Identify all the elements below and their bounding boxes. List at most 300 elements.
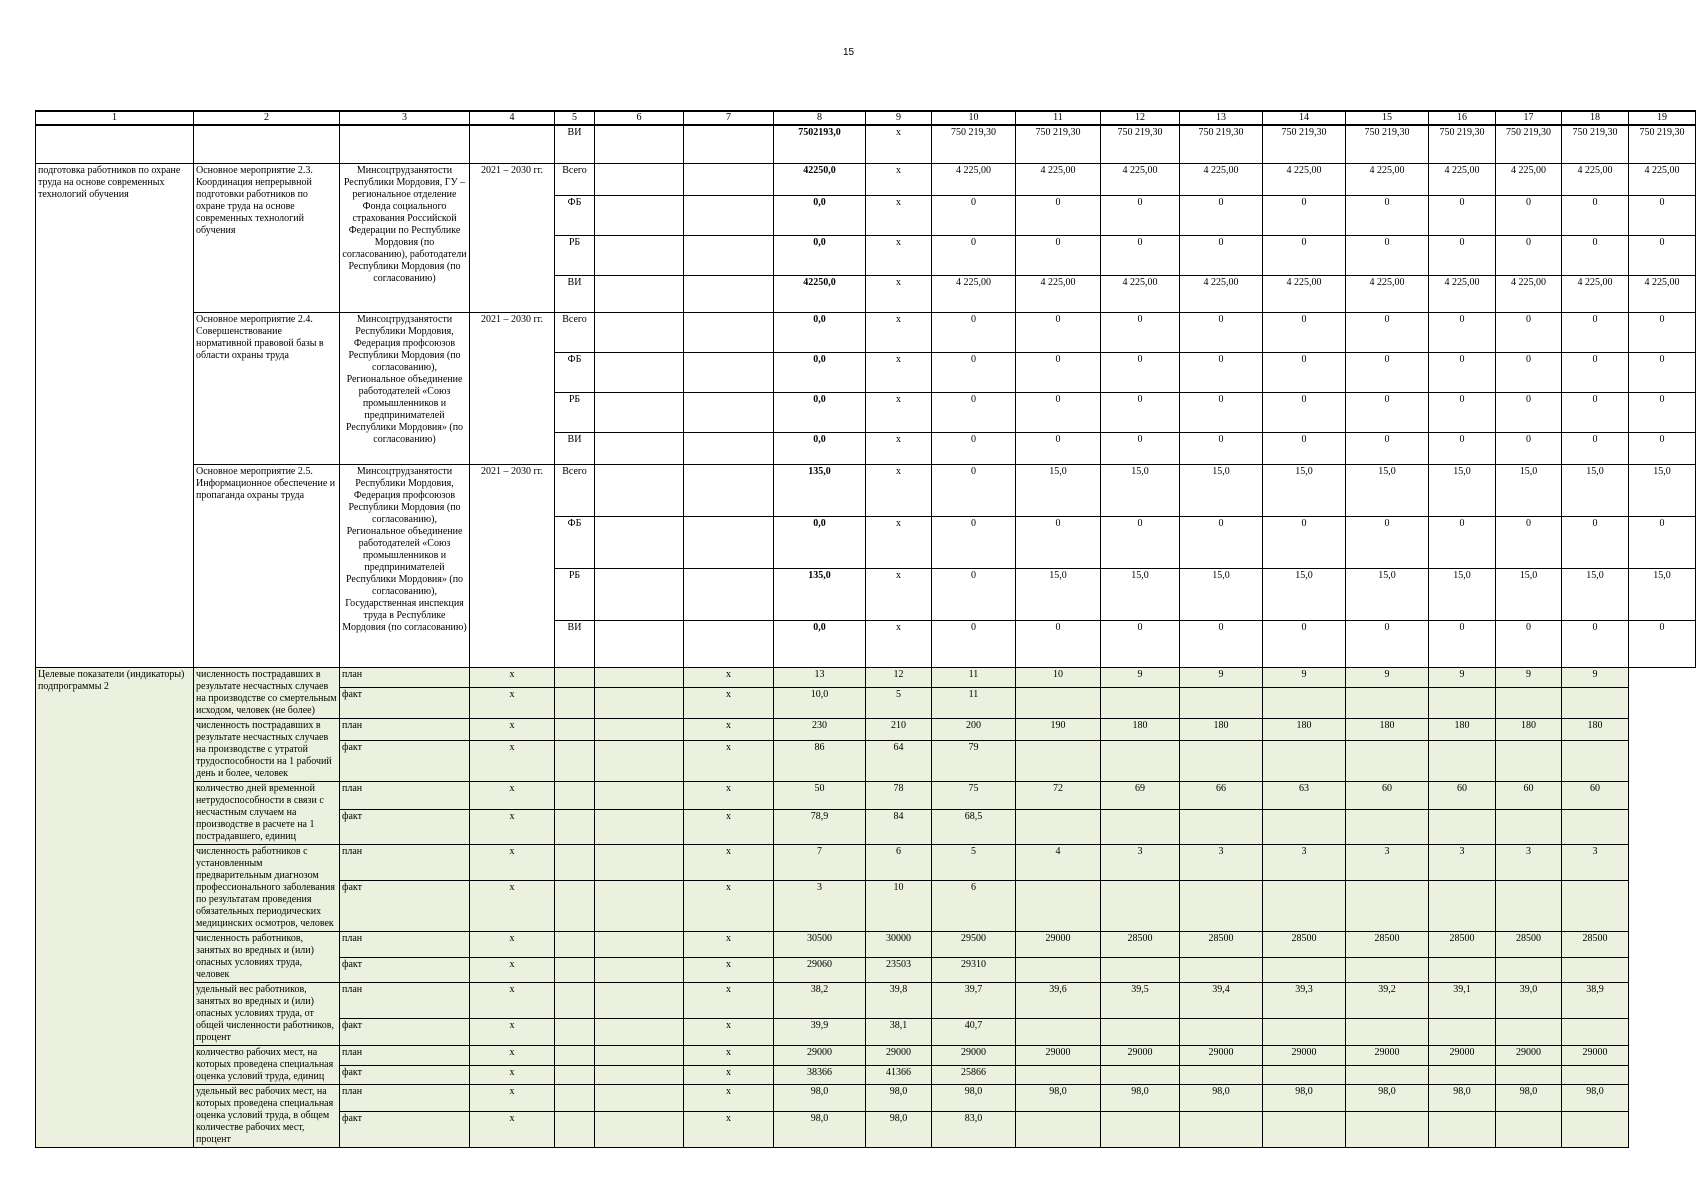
indicator-value: 84 — [866, 810, 932, 844]
funding-type: РБ — [555, 568, 595, 620]
year-value: 15,0 — [1180, 464, 1263, 516]
year-value: 0 — [1629, 516, 1696, 568]
year-value: 0 — [1263, 195, 1346, 235]
year-value: 0 — [1346, 392, 1429, 432]
column-number: 19 — [1629, 111, 1696, 125]
x-mark: х — [866, 464, 932, 516]
funding-total: 135,0 — [774, 568, 866, 620]
year-value: 0 — [1263, 392, 1346, 432]
indicator-value: 39,7 — [932, 982, 1016, 1018]
indicator-value: 9 — [1496, 667, 1562, 687]
year-value: 15,0 — [1562, 568, 1629, 620]
year-value: 0 — [932, 235, 1016, 275]
indicator-value — [1016, 1111, 1101, 1147]
indicator-value — [1562, 1066, 1629, 1084]
indicator-value: 50 — [774, 781, 866, 810]
indicator-value: 39,2 — [1346, 982, 1429, 1018]
year-value: 15,0 — [1016, 464, 1101, 516]
indicator-kind: факт — [340, 958, 470, 982]
empty-cell — [595, 1018, 684, 1045]
year-value: 0 — [1101, 352, 1180, 392]
year-value: 0 — [1496, 516, 1562, 568]
x-mark: х — [866, 620, 932, 667]
year-value: 4 225,00 — [932, 163, 1016, 195]
empty-cell — [340, 125, 470, 163]
indicator-value — [1562, 810, 1629, 844]
indicator-value: 28500 — [1101, 931, 1180, 958]
x-mark: х — [684, 982, 774, 1018]
indicator-value: 78 — [866, 781, 932, 810]
funding-type: РБ — [555, 235, 595, 275]
year-value: 0 — [1496, 432, 1562, 464]
indicator-kind: план — [340, 1045, 470, 1066]
indicator-value: 200 — [932, 718, 1016, 741]
indicator-row — [36, 718, 1696, 741]
year-value: 0 — [1496, 392, 1562, 432]
indicator-value: 4 — [1016, 844, 1101, 880]
column-number: 14 — [1263, 111, 1346, 125]
empty-cell — [555, 810, 595, 844]
year-value: 0 — [1629, 235, 1696, 275]
empty-cell — [555, 781, 595, 810]
indicator-value: 180 — [1180, 718, 1263, 741]
indicator-value — [1562, 1018, 1629, 1045]
indicator-value: 180 — [1101, 718, 1180, 741]
year-value: 0 — [1263, 235, 1346, 275]
funding-type: ВИ — [555, 275, 595, 312]
indicator-value — [1562, 741, 1629, 782]
year-value: 0 — [1496, 195, 1562, 235]
indicator-value: 28500 — [1346, 931, 1429, 958]
indicator-value: 39,1 — [1429, 982, 1496, 1018]
year-value: 0 — [1562, 432, 1629, 464]
column-number: 7 — [684, 111, 774, 125]
indicator-value: 3 — [1346, 844, 1429, 880]
indicator-value — [1101, 958, 1180, 982]
empty-cell — [555, 844, 595, 880]
x-mark: х — [684, 1084, 774, 1111]
indicator-row — [36, 844, 1696, 880]
year-value: 750 219,30 — [1016, 125, 1101, 163]
year-value: 0 — [1429, 392, 1496, 432]
indicator-row — [36, 982, 1696, 1018]
x-mark: х — [866, 516, 932, 568]
indicator-value — [1263, 958, 1346, 982]
year-value: 0 — [1263, 352, 1346, 392]
empty-cell — [595, 1084, 684, 1111]
empty-cell — [595, 568, 684, 620]
year-value: 0 — [1429, 352, 1496, 392]
indicator-value: 180 — [1562, 718, 1629, 741]
year-value: 0 — [1180, 392, 1263, 432]
empty-cell — [595, 958, 684, 982]
indicator-value: 41366 — [866, 1066, 932, 1084]
indicator-value: 12 — [866, 667, 932, 687]
x-mark: х — [684, 880, 774, 931]
x-mark: х — [866, 275, 932, 312]
indicator-value: 83,0 — [932, 1111, 1016, 1147]
indicator-value: 78,9 — [774, 810, 866, 844]
indicator-value: 29000 — [1562, 1045, 1629, 1066]
year-value: 4 225,00 — [1496, 163, 1562, 195]
year-value: 750 219,30 — [1496, 125, 1562, 163]
indicator-value — [1016, 741, 1101, 782]
year-value: 0 — [1101, 195, 1180, 235]
empty-cell — [684, 432, 774, 464]
indicator-value: 30500 — [774, 931, 866, 958]
indicator-value — [1429, 958, 1496, 982]
year-value: 15,0 — [1496, 464, 1562, 516]
indicator-value: 39,8 — [866, 982, 932, 1018]
indicator-value — [1346, 1018, 1429, 1045]
x-mark: х — [866, 352, 932, 392]
year-value: 0 — [1180, 312, 1263, 352]
indicator-value — [1016, 1066, 1101, 1084]
indicator-value — [1263, 1066, 1346, 1084]
indicator-value — [1496, 1066, 1562, 1084]
indicator-value — [1016, 1018, 1101, 1045]
indicator-kind: факт — [340, 741, 470, 782]
indicator-value: 9 — [1562, 667, 1629, 687]
year-value: 0 — [1429, 620, 1496, 667]
empty-cell — [684, 312, 774, 352]
column-number: 2 — [194, 111, 340, 125]
year-value: 15,0 — [1101, 568, 1180, 620]
indicator-value: 3 — [1101, 844, 1180, 880]
indicator-value: 39,9 — [774, 1018, 866, 1045]
funding-total: 42250,0 — [774, 163, 866, 195]
indicator-value — [1346, 958, 1429, 982]
indicator-value — [1180, 687, 1263, 718]
empty-cell — [595, 275, 684, 312]
empty-cell — [595, 718, 684, 741]
indicator-value — [1180, 810, 1263, 844]
year-value: 4 225,00 — [1180, 275, 1263, 312]
x-mark: х — [470, 1084, 555, 1111]
indicator-value — [1496, 1018, 1562, 1045]
x-mark: х — [470, 982, 555, 1018]
year-value: 15,0 — [1346, 568, 1429, 620]
indicator-value: 3 — [1263, 844, 1346, 880]
indicator-value — [1101, 687, 1180, 718]
indicator-value: 98,0 — [1562, 1084, 1629, 1111]
indicator-value — [1180, 1018, 1263, 1045]
empty-cell — [595, 931, 684, 958]
year-value: 15,0 — [1263, 464, 1346, 516]
year-value: 0 — [1101, 620, 1180, 667]
indicator-value: 29000 — [1346, 1045, 1429, 1066]
year-value: 15,0 — [1629, 464, 1696, 516]
indicator-value: 180 — [1496, 718, 1562, 741]
indicator-value: 9 — [1346, 667, 1429, 687]
task-label: подготовка работников по охране труда на основе современных технологий обучения — [36, 163, 194, 667]
year-value: 0 — [932, 432, 1016, 464]
empty-cell — [555, 1066, 595, 1084]
year-value: 4 225,00 — [1263, 275, 1346, 312]
indicator-value: 230 — [774, 718, 866, 741]
x-mark: х — [470, 931, 555, 958]
year-value: 0 — [1016, 620, 1101, 667]
indicator-value — [1429, 687, 1496, 718]
indicator-value — [1429, 1018, 1496, 1045]
empty-cell — [555, 687, 595, 718]
empty-cell — [555, 880, 595, 931]
indicator-value: 98,0 — [774, 1084, 866, 1111]
indicator-value: 39,6 — [1016, 982, 1101, 1018]
empty-cell — [595, 392, 684, 432]
indicator-value — [1101, 1018, 1180, 1045]
indicator-value — [1346, 741, 1429, 782]
year-value: 4 225,00 — [932, 275, 1016, 312]
year-value: 0 — [1016, 235, 1101, 275]
indicator-row — [36, 931, 1696, 958]
indicator-value: 3 — [1429, 844, 1496, 880]
year-value: 0 — [1101, 235, 1180, 275]
empty-cell — [595, 464, 684, 516]
indicator-value — [1263, 1018, 1346, 1045]
year-value: 4 225,00 — [1346, 275, 1429, 312]
indicator-value — [1101, 1111, 1180, 1147]
indicator-value: 29000 — [932, 1045, 1016, 1066]
year-value: 0 — [1429, 516, 1496, 568]
empty-cell — [555, 958, 595, 982]
empty-cell — [595, 432, 684, 464]
indicator-value — [1346, 880, 1429, 931]
x-mark: х — [866, 163, 932, 195]
x-mark: х — [470, 1066, 555, 1084]
indicator-value — [1496, 810, 1562, 844]
indicator-value: 3 — [1496, 844, 1562, 880]
year-value: 0 — [1016, 392, 1101, 432]
empty-cell — [595, 125, 684, 163]
funding-type: Всего — [555, 464, 595, 516]
year-value: 4 225,00 — [1429, 163, 1496, 195]
year-value: 0 — [1016, 432, 1101, 464]
year-value: 750 219,30 — [1263, 125, 1346, 163]
year-value: 4 225,00 — [1562, 163, 1629, 195]
empty-cell — [555, 931, 595, 958]
indicator-value: 38,1 — [866, 1018, 932, 1045]
empty-cell — [595, 781, 684, 810]
indicator-value: 3 — [1562, 844, 1629, 880]
indicator-value — [1016, 810, 1101, 844]
indicator-value: 39,3 — [1263, 982, 1346, 1018]
indicator-kind: план — [340, 931, 470, 958]
indicator-value: 98,0 — [1101, 1084, 1180, 1111]
year-value: 0 — [1016, 516, 1101, 568]
column-number: 4 — [470, 111, 555, 125]
indicator-value: 5 — [866, 687, 932, 718]
empty-cell — [595, 163, 684, 195]
x-mark: х — [684, 1045, 774, 1066]
indicator-value: 9 — [1263, 667, 1346, 687]
x-mark: х — [684, 844, 774, 880]
indicator-value: 29500 — [932, 931, 1016, 958]
column-number: 6 — [595, 111, 684, 125]
year-value: 750 219,30 — [1180, 125, 1263, 163]
funding-type: ФБ — [555, 352, 595, 392]
indicator-value — [1263, 741, 1346, 782]
indicator-value — [1180, 1111, 1263, 1147]
year-value: 0 — [1562, 235, 1629, 275]
empty-cell — [684, 163, 774, 195]
empty-cell — [684, 464, 774, 516]
indicator-value: 38,9 — [1562, 982, 1629, 1018]
empty-cell — [684, 516, 774, 568]
year-value: 0 — [1346, 235, 1429, 275]
x-mark: х — [470, 1045, 555, 1066]
x-mark: х — [866, 312, 932, 352]
indicator-row — [36, 667, 1696, 687]
indicator-value — [1016, 880, 1101, 931]
indicator-value: 5 — [932, 844, 1016, 880]
measure-executors: Минсоцтрудзанятости Республики Мордовия, Федерация профсоюзов Республики Мордовия (по согласованию), Региональное объединение работодателей «Союз промышленников и предпринимателей Республики Мордовия» (по согласованию) — [340, 312, 470, 464]
measure-name: Основное мероприятие 2.3. Координация непрерывной подготовки работников по охране труда на основе современных технологий обучения — [194, 163, 340, 312]
x-mark: х — [684, 958, 774, 982]
table-row — [36, 125, 1696, 163]
page-number: 15 — [842, 47, 855, 58]
indicator-value — [1562, 1111, 1629, 1147]
indicator-value — [1562, 687, 1629, 718]
year-value: 0 — [1346, 352, 1429, 392]
year-value: 4 225,00 — [1016, 163, 1101, 195]
indicator-value — [1101, 1066, 1180, 1084]
indicator-value: 23503 — [866, 958, 932, 982]
indicator-kind: факт — [340, 1111, 470, 1147]
indicator-value: 63 — [1263, 781, 1346, 810]
indicator-row — [36, 1045, 1696, 1066]
funding-total: 7502193,0 — [774, 125, 866, 163]
indicator-value — [1429, 880, 1496, 931]
empty-cell — [36, 125, 194, 163]
x-mark: х — [470, 958, 555, 982]
year-value: 4 225,00 — [1263, 163, 1346, 195]
indicator-value: 10 — [866, 880, 932, 931]
year-value: 750 219,30 — [932, 125, 1016, 163]
indicator-value: 98,0 — [774, 1111, 866, 1147]
empty-cell — [595, 844, 684, 880]
indicator-row — [36, 781, 1696, 810]
indicator-kind: план — [340, 781, 470, 810]
indicator-value: 180 — [1346, 718, 1429, 741]
year-value: 750 219,30 — [1429, 125, 1496, 163]
empty-cell — [595, 352, 684, 392]
measure-name: Основное мероприятие 2.4. Совершенствование нормативной правовой базы в области охраны труда — [194, 312, 340, 464]
year-value: 0 — [1429, 312, 1496, 352]
column-number: 1 — [36, 111, 194, 125]
funding-total: 0,0 — [774, 352, 866, 392]
indicator-value: 190 — [1016, 718, 1101, 741]
indicator-value: 13 — [774, 667, 866, 687]
column-number: 15 — [1346, 111, 1429, 125]
empty-cell — [555, 667, 595, 687]
empty-cell — [194, 125, 340, 163]
indicator-value — [1496, 741, 1562, 782]
funding-total: 0,0 — [774, 195, 866, 235]
funding-type: Всего — [555, 312, 595, 352]
measure-name: Основное мероприятие 2.5. Информационное обеспечение и пропаганда охраны труда — [194, 464, 340, 667]
x-mark: х — [866, 432, 932, 464]
year-value: 0 — [1346, 432, 1429, 464]
indicator-value — [1016, 958, 1101, 982]
indicator-value — [1180, 880, 1263, 931]
indicator-value: 28500 — [1429, 931, 1496, 958]
indicator-value — [1562, 958, 1629, 982]
indicator-value: 10 — [1016, 667, 1101, 687]
column-number: 10 — [932, 111, 1016, 125]
indicators-label: Целевые показатели (индикаторы) подпрограммы 2 — [36, 667, 194, 1147]
indicator-name: количество рабочих мест, на которых проведена специальная оценка условий труда, единиц — [194, 1045, 340, 1084]
year-value: 4 225,00 — [1346, 163, 1429, 195]
indicator-value — [1429, 741, 1496, 782]
indicator-kind: факт — [340, 1066, 470, 1084]
column-number: 11 — [1016, 111, 1101, 125]
year-value: 4 225,00 — [1180, 163, 1263, 195]
indicator-value — [1101, 810, 1180, 844]
indicator-value: 28500 — [1562, 931, 1629, 958]
indicator-kind: план — [340, 718, 470, 741]
indicator-value: 98,0 — [866, 1111, 932, 1147]
indicator-value: 75 — [932, 781, 1016, 810]
indicator-value: 98,0 — [1496, 1084, 1562, 1111]
year-value: 4 225,00 — [1562, 275, 1629, 312]
x-mark: х — [470, 1111, 555, 1147]
funding-total: 0,0 — [774, 312, 866, 352]
column-number: 9 — [866, 111, 932, 125]
empty-cell — [595, 620, 684, 667]
indicator-value: 68,5 — [932, 810, 1016, 844]
year-value: 0 — [1346, 312, 1429, 352]
funding-total: 0,0 — [774, 620, 866, 667]
measure-executors: Минсоцтрудзанятости Республики Мордовия, Федерация профсоюзов Республики Мордовия (по согласованию), Региональное объединение работодателей «Союз промышленников и предпринимателей Республики Мордовия» (по согласованию), Государственная инспекция труда в Республике Мордовия (по согласованию) — [340, 464, 470, 667]
funding-type: ФБ — [555, 195, 595, 235]
funding-type: Всего — [555, 163, 595, 195]
empty-cell — [595, 880, 684, 931]
indicator-value: 29000 — [1496, 1045, 1562, 1066]
x-mark: х — [684, 667, 774, 687]
indicator-value: 98,0 — [932, 1084, 1016, 1111]
year-value: 0 — [1180, 620, 1263, 667]
indicator-value: 30000 — [866, 931, 932, 958]
x-mark: х — [866, 195, 932, 235]
funding-type: ФБ — [555, 516, 595, 568]
year-value: 0 — [1263, 432, 1346, 464]
empty-cell — [555, 718, 595, 741]
indicator-value: 98,0 — [1346, 1084, 1429, 1111]
indicator-value: 72 — [1016, 781, 1101, 810]
indicator-value: 66 — [1180, 781, 1263, 810]
measure-period: 2021 – 2030 гг. — [470, 464, 555, 667]
indicator-kind: план — [340, 1084, 470, 1111]
empty-cell — [595, 810, 684, 844]
year-value: 0 — [1429, 432, 1496, 464]
indicator-kind: факт — [340, 880, 470, 931]
indicator-value — [1346, 1111, 1429, 1147]
year-value: 0 — [1629, 195, 1696, 235]
x-mark: х — [684, 741, 774, 782]
year-value: 15,0 — [1101, 464, 1180, 516]
x-mark: х — [684, 718, 774, 741]
x-mark: х — [470, 810, 555, 844]
empty-cell — [595, 741, 684, 782]
indicator-value — [1562, 880, 1629, 931]
empty-cell — [595, 195, 684, 235]
indicator-value: 7 — [774, 844, 866, 880]
empty-cell — [595, 667, 684, 687]
indicator-value — [1346, 810, 1429, 844]
indicator-value — [1101, 741, 1180, 782]
year-value: 0 — [1180, 235, 1263, 275]
